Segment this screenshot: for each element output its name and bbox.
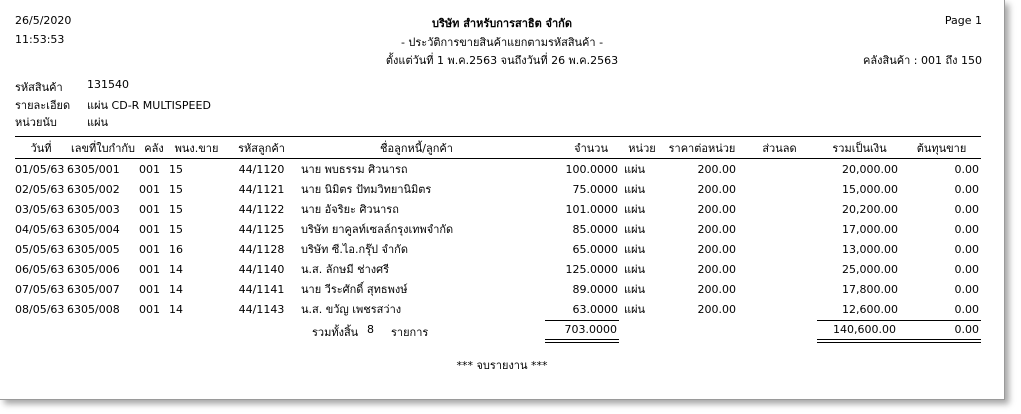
print-date: 26/5/2020 — [15, 14, 72, 27]
row-salesperson: 15 — [169, 162, 183, 176]
row-quantity: 125.0000 — [565, 262, 618, 276]
row-discount — [742, 259, 817, 279]
row-warehouse: 001 — [139, 222, 160, 236]
row-customer-code: 44/1128 — [238, 242, 285, 256]
row-cost: 0.00 — [954, 222, 979, 236]
row-warehouse: 001 — [139, 282, 160, 296]
col-unit-price: ราคาต่อหน่วย — [662, 137, 742, 159]
table-row — [15, 199, 981, 219]
row-customer-code: 44/1141 — [238, 282, 285, 296]
row-customer-code: 44/1120 — [238, 162, 285, 176]
report-period: ตั้งแต่วันที่ 1 พ.ค.2563 จนถึงวันที่ 26 พ.ค.2563 — [385, 54, 619, 67]
row-amount: 20,000.00 — [842, 162, 898, 176]
col-cost: ต้นทุนขาย — [902, 137, 981, 159]
row-invoice: 6305/008 — [67, 302, 120, 316]
row-customer-name: นาย วีระศักดิ์ สุทธพงษ์ — [301, 283, 408, 296]
col-salesperson: พนง.ขาย — [169, 137, 224, 159]
row-invoice: 6305/004 — [67, 222, 120, 236]
amount-total-top-rule — [817, 320, 981, 321]
row-unit-price: 200.00 — [697, 222, 736, 236]
table-row — [15, 239, 981, 259]
row-discount — [742, 159, 817, 180]
row-invoice: 6305/006 — [67, 262, 120, 276]
total-count: 8 — [367, 323, 374, 336]
row-cost: 0.00 — [954, 162, 979, 176]
row-date: 06/05/63 — [15, 262, 65, 276]
row-warehouse: 001 — [139, 182, 160, 196]
row-cost: 0.00 — [954, 282, 979, 296]
row-quantity: 101.0000 — [565, 202, 618, 216]
row-quantity: 85.0000 — [572, 222, 618, 236]
row-amount: 15,000.00 — [842, 182, 898, 196]
col-warehouse: คลัง — [139, 137, 169, 159]
row-discount — [742, 279, 817, 299]
row-customer-code: 44/1121 — [238, 182, 285, 196]
table-row — [15, 159, 981, 180]
qty-total-double-rule — [545, 339, 619, 343]
row-amount: 25,000.00 — [842, 262, 898, 276]
row-invoice: 6305/005 — [67, 242, 120, 256]
row-unit: แผ่น — [624, 243, 646, 256]
table-row — [15, 299, 981, 319]
row-amount: 17,000.00 — [842, 222, 898, 236]
row-salesperson: 14 — [169, 302, 183, 316]
row-customer-name: น.ส. ขวัญ เพชรสว่าง — [301, 303, 402, 316]
row-cost: 0.00 — [954, 262, 979, 276]
row-discount — [742, 199, 817, 219]
row-warehouse: 001 — [139, 302, 160, 316]
total-count-label: รายการ — [391, 326, 429, 339]
table-row — [15, 279, 981, 299]
row-quantity: 100.0000 — [565, 162, 618, 176]
row-unit: แผ่น — [624, 203, 646, 216]
row-salesperson: 15 — [169, 222, 183, 236]
row-invoice: 6305/001 — [67, 162, 120, 176]
row-amount: 17,800.00 — [842, 282, 898, 296]
col-customer-name: ชื่อลูกหนี้/ลูกค้า — [299, 137, 534, 159]
row-quantity: 89.0000 — [572, 282, 618, 296]
product-desc-label: รายละเอียด — [15, 99, 71, 112]
row-customer-name: บริษัท ซี.ไอ.กรุ๊ป จำกัด — [301, 243, 408, 256]
product-code-label: รหัสสินค้า — [15, 81, 63, 94]
page-number: Page 1 — [944, 14, 982, 27]
row-unit: แผ่น — [624, 183, 646, 196]
col-customer-code: รหัสลูกค้า — [224, 137, 299, 159]
row-date: 05/05/63 — [15, 242, 65, 256]
row-customer-name: นาย อัจริยะ ศิวนารถ — [301, 203, 399, 216]
table-row — [15, 179, 981, 199]
row-cost: 0.00 — [954, 302, 979, 316]
row-warehouse: 001 — [139, 242, 160, 256]
row-salesperson: 14 — [169, 262, 183, 276]
table-header-row — [15, 137, 981, 159]
row-date: 02/05/63 — [15, 182, 65, 196]
row-quantity: 75.0000 — [572, 182, 618, 196]
table-row — [15, 219, 981, 239]
end-of-report: *** จบรายงาน *** — [456, 359, 548, 372]
row-customer-code: 44/1122 — [238, 202, 285, 216]
sales-history-table — [15, 137, 981, 319]
row-customer-name: น.ส. ลักษมี ช่างศรี — [301, 263, 390, 276]
row-unit-price: 200.00 — [697, 282, 736, 296]
row-unit: แผ่น — [624, 303, 646, 316]
row-unit: แผ่น — [624, 283, 646, 296]
row-unit-price: 200.00 — [697, 182, 736, 196]
total-cost: 0.00 — [954, 323, 979, 336]
row-discount — [742, 219, 817, 239]
report-title: - ประวัติการขายสินค้าแยกตามรหัสสินค้า - — [400, 36, 604, 49]
row-cost: 0.00 — [954, 202, 979, 216]
total-label: รวมทั้งสิ้น — [312, 326, 359, 339]
row-warehouse: 001 — [139, 162, 160, 176]
row-cost: 0.00 — [954, 242, 979, 256]
row-customer-name: บริษัท ยาคูลท์เซลล์กรุงเทพจำกัด — [301, 223, 454, 236]
row-invoice: 6305/003 — [67, 202, 120, 216]
product-unit-label: หน่วยนับ — [15, 116, 57, 129]
row-quantity: 63.0000 — [572, 302, 618, 316]
col-date: วันที่ — [15, 137, 67, 159]
amount-total-double-rule — [817, 339, 981, 343]
row-invoice: 6305/007 — [67, 282, 120, 296]
row-discount — [742, 299, 817, 319]
row-customer-code: 44/1143 — [238, 302, 285, 316]
row-customer-name: นาย นิมิตร ปัทมวิทยานิมิตร — [301, 183, 432, 196]
table-row — [15, 259, 981, 279]
product-unit: แผ่น — [87, 116, 109, 129]
row-salesperson: 15 — [169, 182, 183, 196]
row-amount: 20,200.00 — [842, 202, 898, 216]
row-date: 01/05/63 — [15, 162, 65, 176]
row-salesperson: 14 — [169, 282, 183, 296]
product-code: 131540 — [87, 78, 129, 91]
col-invoice: เลขที่ใบกำกับ — [67, 137, 139, 159]
row-warehouse: 001 — [139, 262, 160, 276]
col-unit: หน่วย — [622, 137, 662, 159]
row-customer-name: นาย พบธรรม ศิวนารถ — [301, 163, 408, 176]
row-invoice: 6305/002 — [67, 182, 120, 196]
row-unit-price: 200.00 — [697, 242, 736, 256]
total-qty: 703.0000 — [564, 323, 617, 336]
total-amount: 140,600.00 — [833, 323, 896, 336]
row-cost: 0.00 — [954, 182, 979, 196]
qty-total-top-rule — [545, 320, 619, 321]
row-discount — [742, 239, 817, 259]
row-amount: 13,000.00 — [842, 242, 898, 256]
row-salesperson: 15 — [169, 202, 183, 216]
row-salesperson: 16 — [169, 242, 183, 256]
product-desc: แผ่น CD-R MULTISPEED — [87, 99, 211, 112]
col-amount: รวมเป็นเงิน — [817, 137, 902, 159]
row-unit: แผ่น — [624, 263, 646, 276]
row-discount — [742, 179, 817, 199]
row-date: 04/05/63 — [15, 222, 65, 236]
row-date: 03/05/63 — [15, 202, 65, 216]
col-discount: ส่วนลด — [742, 137, 817, 159]
row-unit-price: 200.00 — [697, 302, 736, 316]
row-unit-price: 200.00 — [697, 162, 736, 176]
company-name: บริษัท สำหรับการสาธิต จำกัด — [431, 17, 572, 30]
print-time: 11:53:53 — [15, 33, 65, 46]
col-quantity: จำนวน — [534, 137, 622, 159]
row-unit-price: 200.00 — [697, 202, 736, 216]
row-customer-code: 44/1125 — [238, 222, 285, 236]
row-quantity: 65.0000 — [572, 242, 618, 256]
row-customer-code: 44/1140 — [238, 262, 285, 276]
row-unit-price: 200.00 — [697, 262, 736, 276]
row-date: 08/05/63 — [15, 302, 65, 316]
row-unit: แผ่น — [624, 163, 646, 176]
row-date: 07/05/63 — [15, 282, 65, 296]
warehouse-range: คลังสินค้า : 001 ถึง 150 — [863, 54, 982, 67]
row-warehouse: 001 — [139, 202, 160, 216]
row-amount: 12,600.00 — [842, 302, 898, 316]
row-unit: แผ่น — [624, 223, 646, 236]
